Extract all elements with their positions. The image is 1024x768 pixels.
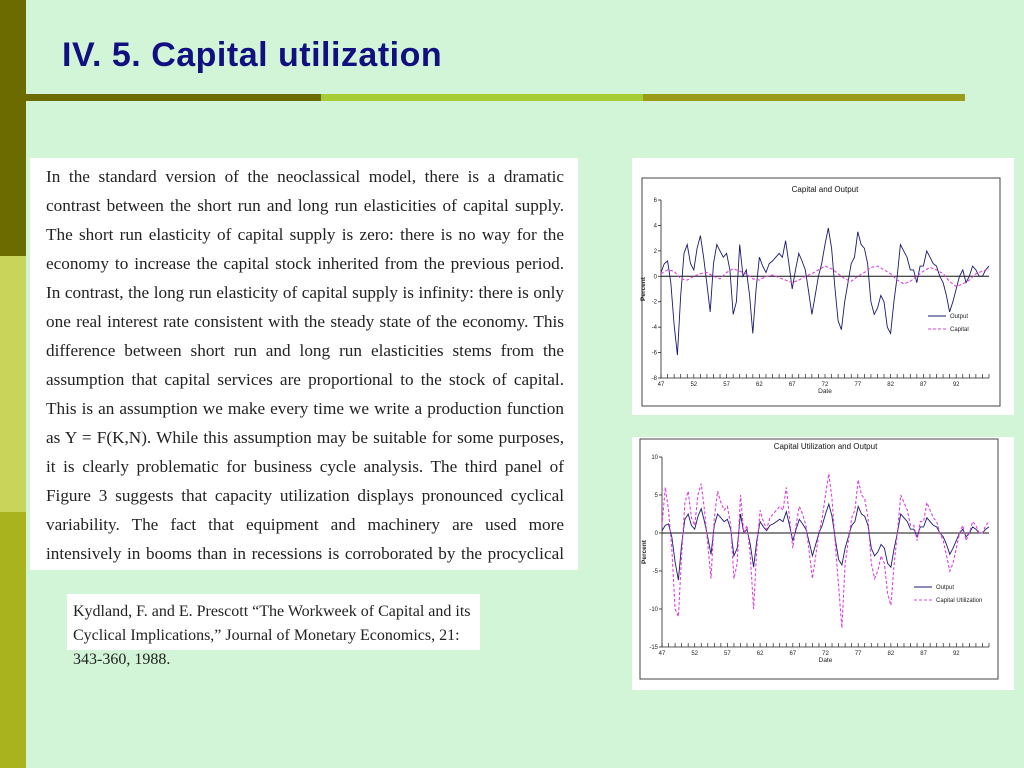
x-tick-label: 87 — [920, 382, 927, 388]
x-tick-label: 72 — [822, 651, 829, 657]
y-tick-label: 0 — [653, 274, 657, 281]
y-tick-label: 0 — [654, 531, 658, 537]
body-paragraph: In the standard version of the neoclassical model, there is a dramatic contrast between the short run and long run elasticities of capital supply. The short run elasticity of capital supply is zero: there is no way for the economy to increase the capital stock inherited from the previous period. In contrast, the long run elasticity of capital supply is infinity: there is only one real interest rate consistent with the steady state of the economy. This difference between short run and long run elasticities stems from the assumption that capital services are proportional to the stock of capital. This is an assumption we make every time we write a production function as Y = F(K,N). While this assumption may be suitable for some purposes, it is clearly problematic for business cycle analysis. The third panel of Figure 3 suggests that capacity utilization displays pronounced cyclical variability. The fact that equipment and machinery are used more intensively in booms than in recessions is corroborated by the procyclical — [46, 167, 564, 563]
x-tick-label: 62 — [756, 382, 763, 388]
left-accent-bar — [0, 0, 26, 768]
y-tick-label: -15 — [649, 645, 658, 651]
chart-capital-utilization-and-output — [632, 437, 1014, 690]
y-tick-label: -2 — [651, 299, 657, 306]
y-tick-label: -10 — [649, 607, 658, 613]
y-axis-label: Percent — [640, 277, 647, 301]
legend-label: Output — [936, 585, 955, 591]
legend-label: Capital — [950, 327, 969, 333]
x-tick-label: 77 — [854, 651, 862, 657]
x-tick-label: 82 — [887, 382, 894, 388]
left-bar-segment-mid — [0, 512, 26, 768]
x-tick-label: 82 — [887, 651, 895, 657]
legend-label: Capital Utilization — [936, 598, 983, 604]
x-tick-label: 57 — [723, 382, 730, 388]
chart-capital-utilization-and-output-svg — [632, 437, 1014, 690]
chart-title: Capital Utilization and Output — [773, 442, 878, 451]
y-tick-label: 6 — [653, 198, 657, 204]
chart-capital-and-output — [632, 158, 1014, 415]
title-rule-segment-3 — [643, 94, 965, 101]
x-tick-label: 67 — [789, 651, 797, 657]
chart-capital-and-output-svg — [632, 158, 1014, 415]
x-axis-label: Date — [818, 388, 832, 395]
title-rule-segment-1 — [26, 94, 321, 101]
x-tick-label: 47 — [658, 651, 666, 657]
y-tick-label: -8 — [651, 376, 657, 382]
y-tick-label: -4 — [651, 325, 657, 332]
x-tick-label: 52 — [691, 651, 699, 657]
x-tick-label: 92 — [952, 651, 960, 657]
x-tick-label: 72 — [821, 382, 829, 388]
x-tick-label: 62 — [756, 651, 764, 657]
x-tick-label: 92 — [952, 382, 960, 388]
y-tick-label: -5 — [652, 569, 658, 575]
left-bar-segment-dark — [0, 0, 26, 256]
legend-label: Output — [950, 314, 969, 320]
x-tick-label: 57 — [724, 651, 731, 657]
y-tick-label: 5 — [654, 493, 658, 499]
chart-frame — [642, 178, 1000, 406]
y-tick-label: 4 — [653, 223, 657, 230]
title-rule-segment-2 — [321, 94, 643, 101]
y-tick-label: -6 — [651, 350, 657, 357]
reference-text: Kydland, F. and E. Prescott “The Workweek of Capital and its Cyclical Implications,” Journal of Monetary Economics, 21: 343-360, 1988. — [73, 603, 471, 668]
x-axis-label: Date — [818, 657, 833, 664]
chart-title: Capital and Output — [791, 185, 859, 194]
x-tick-label: 67 — [788, 382, 796, 388]
body-text-image — [30, 158, 578, 570]
y-axis-label: Percent — [641, 540, 648, 564]
slide-title: IV. 5. Capital utilization — [62, 36, 443, 74]
reference-box — [67, 594, 480, 668]
y-tick-label: 10 — [651, 455, 658, 461]
x-tick-label: 87 — [920, 651, 927, 657]
left-bar-segment-light — [0, 256, 26, 512]
x-tick-label: 52 — [690, 382, 698, 388]
x-tick-label: 47 — [657, 382, 665, 388]
x-tick-label: 77 — [854, 382, 862, 388]
y-tick-label: 2 — [653, 248, 657, 255]
